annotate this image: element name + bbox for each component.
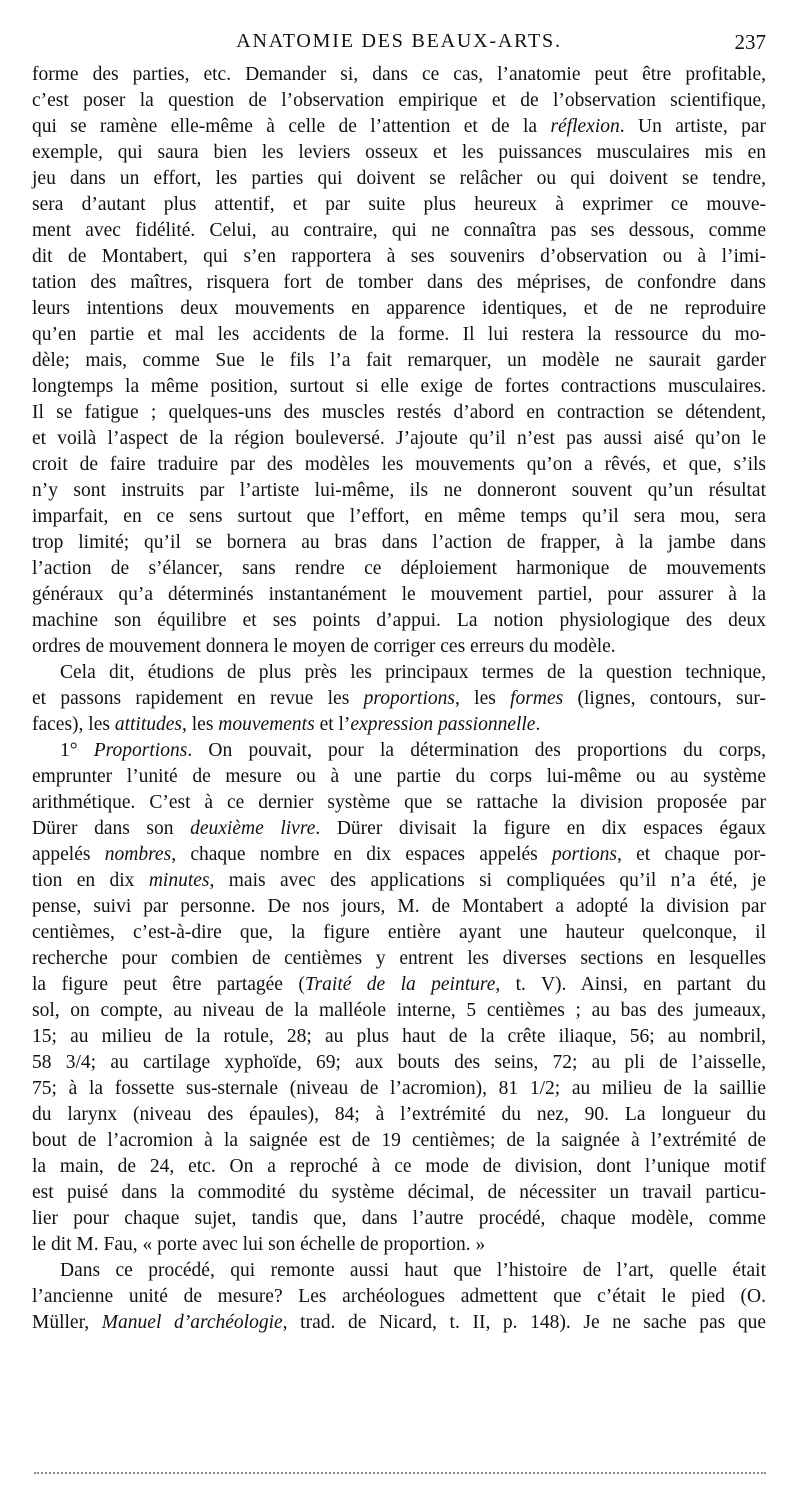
text-line — [32, 972, 766, 998]
text-segment: exemple, qui saura bien les leviers osseux et les puissances musculaires mis en — [32, 142, 766, 163]
text-segment: pense, suivi par personne. De nos jours, M. de Montabert a adopté la division par — [32, 896, 766, 917]
text-segment: tation des maîtres, risquera fort de tomber dans des méprises, de confondre dans — [32, 272, 766, 293]
text-segment: sol, on compte, au niveau de la malléole interne, 5 centièmes ; au bas des jumeaux, — [32, 1000, 766, 1021]
body-text — [32, 62, 766, 1336]
text-segment: , et chaque por- — [616, 844, 767, 865]
text-segment: , les — [454, 688, 511, 709]
text-segment: , trad. de Nicard, t. II, p. 148). Je ne sache pas que — [282, 1312, 767, 1333]
text-segment: machine son équilibre et ses points d’appui. La notion physiologique des deux — [32, 610, 766, 631]
text-segment: imparfait, en ce sens surtout que l’effort, en même temps qu’il sera mou, sera — [32, 506, 766, 527]
text-segment: et voilà l’aspect de la région bouleversé. J’ajoute qu’il n’est pas aussi aisé qu’on le — [32, 428, 766, 449]
text-segment: , mais avec des applications si compliquées qu’il n’a été, je — [209, 870, 766, 891]
text-line — [32, 556, 766, 582]
italic-text: minutes — [148, 870, 210, 891]
text-segment: Müller, — [32, 1312, 102, 1333]
text-segment: jeu dans un effort, les parties qui doivent se relâcher ou qui doivent se tendre, — [32, 168, 766, 189]
text-segment: croit de faire traduire par des modèles les mouvements qu’on a rêvés, et que, s’ils — [32, 454, 766, 475]
text-segment: 58 3/4; au cartilage xyphoïde, 69; aux bouts des seins, 72; au pli de l’aisselle, — [32, 1052, 766, 1073]
text-segment: c’est poser la question de l’observation empirique et de l’observation scientifique, — [32, 90, 766, 111]
text-segment: le dit M. Fau, « porte avec lui son échelle de proportion. » — [32, 1234, 486, 1255]
text-segment: . — [535, 714, 541, 735]
text-line — [32, 1284, 766, 1310]
italic-text: Manuel d’archéologie — [101, 1312, 283, 1333]
italic-text: expression passionnelle — [350, 714, 536, 735]
italic-text: réflexion — [550, 116, 620, 137]
text-segment: (lignes, contours, sur- — [563, 688, 766, 709]
text-line — [32, 426, 766, 452]
text-segment: . Dürer divisait la figure en dix espaces égaux — [315, 818, 766, 839]
text-line — [32, 452, 766, 478]
text-segment: 1° — [60, 740, 94, 761]
text-segment: , les — [182, 714, 219, 735]
text-line — [32, 1180, 766, 1206]
text-segment: et l’ — [314, 714, 351, 735]
page-number: 237 — [734, 30, 766, 54]
text-line — [32, 582, 766, 608]
text-segment: leurs intentions deux mouvements en apparence identiques, et de ne reproduire — [32, 298, 766, 319]
footer-dotted-rule — [34, 1472, 766, 1474]
italic-text: Traité de la peinture — [304, 974, 496, 995]
text-line — [32, 374, 766, 400]
text-line — [32, 88, 766, 114]
italic-text: attitudes — [114, 714, 182, 735]
text-segment: 75; à la fossette sus-sternale (niveau de l’acromion), 81 1/2; au milieu de la saillie — [32, 1078, 766, 1099]
text-segment: et passons rapidement en revue les — [32, 688, 364, 709]
text-segment: dèle; mais, comme Sue le fils l’a fait remarquer, un modèle ne saurait garder — [32, 350, 766, 371]
text-line — [32, 478, 766, 504]
text-line — [32, 946, 766, 972]
text-segment: qu’en partie et mal les accidents de la forme. Il lui restera la ressource du mo- — [32, 324, 766, 345]
text-line — [32, 790, 766, 816]
text-line — [32, 998, 766, 1024]
text-segment: Dans ce procédé, qui remonte aussi haut que l’histoire de l’art, quelle était — [60, 1260, 766, 1281]
text-segment: centièmes, c’est-à-dire que, la figure entière ayant une hauteur quelconque, il — [32, 922, 766, 943]
text-line — [32, 712, 766, 738]
text-line — [32, 816, 766, 842]
text-segment: Cela dit, étudions de plus près les principaux termes de la question technique, — [60, 662, 766, 683]
text-segment: appelés — [32, 844, 105, 865]
text-line — [32, 218, 766, 244]
text-line — [32, 738, 766, 764]
text-line — [32, 1050, 766, 1076]
text-segment: arithmétique. C’est à ce dernier système que se rattache la division proposée par — [32, 792, 766, 813]
text-segment: trop limité; qu’il se bornera au bras dans l’action de frapper, à la jambe dans — [32, 532, 766, 553]
text-line — [32, 1232, 766, 1258]
text-segment: ment avec fidélité. Celui, au contraire, qui ne connaîtra pas ses dessous, comme — [32, 220, 766, 241]
text-segment: Dürer dans son — [32, 818, 191, 839]
text-line — [32, 1076, 766, 1102]
text-segment: dit de Montabert, qui s’en rapportera à ses souvenirs d’observation ou à l’imi- — [32, 246, 766, 267]
text-segment: faces), les — [32, 714, 115, 735]
text-line — [32, 322, 766, 348]
text-line — [32, 1310, 766, 1336]
text-line — [32, 1154, 766, 1180]
text-segment: . Un artiste, par — [619, 116, 766, 137]
text-line — [32, 400, 766, 426]
text-segment: 15; au milieu de la rotule, 28; au plus haut de la crête iliaque, 56; au nombril, — [32, 1026, 766, 1047]
italic-text: mouvements — [218, 714, 315, 735]
running-title: ANATOMIE DES BEAUX-ARTS. — [236, 30, 562, 52]
text-line — [32, 764, 766, 790]
text-segment: qui se ramène elle-même à celle de l’attention et de la — [32, 116, 551, 137]
text-segment: est puisé dans la commodité du système décimal, de nécessiter un travail particu- — [32, 1182, 766, 1203]
text-segment: . On pouvait, pour la détermination des proportions du corps, — [187, 740, 766, 761]
text-line — [32, 608, 766, 634]
text-segment: n’y sont instruits par l’artiste lui-même, ils ne donneront souvent qu’un résultat — [32, 480, 766, 501]
text-segment: recherche pour combien de centièmes y entrent les diverses sections en lesquelles — [32, 948, 766, 969]
text-line — [32, 660, 766, 686]
text-segment: du larynx (niveau des épaules), 84; à l’extrémité du nez, 90. La longueur du — [32, 1104, 766, 1125]
text-line — [32, 504, 766, 530]
text-segment: forme des parties, etc. Demander si, dans ce cas, l’anatomie peut être profitable, — [32, 64, 766, 85]
text-segment: , t. V). Ainsi, en partant du — [495, 974, 766, 995]
text-line — [32, 634, 766, 660]
text-line — [32, 920, 766, 946]
text-line — [32, 842, 766, 868]
text-line — [32, 270, 766, 296]
text-line — [32, 192, 766, 218]
text-segment: sera d’autant plus attentif, et par suite plus heureux à exprimer ce mouve- — [32, 194, 766, 215]
text-line — [32, 1258, 766, 1284]
text-segment: Il se fatigue ; quelques-uns des muscles restés d’abord en contraction se détendent, — [32, 402, 766, 423]
text-line — [32, 348, 766, 374]
text-line — [32, 1024, 766, 1050]
text-segment: la figure peut être partagée ( — [32, 974, 305, 995]
italic-text: formes — [510, 688, 564, 709]
text-segment: lier pour chaque sujet, tandis que, dans l’autre procédé, chaque modèle, comme — [32, 1208, 766, 1229]
text-segment: , chaque nombre en dix espaces appelés — [171, 844, 552, 865]
text-line — [32, 140, 766, 166]
text-line — [32, 62, 766, 88]
text-line — [32, 686, 766, 712]
text-line — [32, 1102, 766, 1128]
text-segment: longtemps la même position, surtout si elle exige de fortes contractions musculaires. — [32, 376, 766, 397]
text-line — [32, 296, 766, 322]
text-segment: généraux qu’a déterminés instantanément le mouvement partiel, pour assurer à la — [32, 584, 766, 605]
text-line — [32, 894, 766, 920]
italic-text: proportions — [363, 688, 455, 709]
text-line — [32, 244, 766, 270]
text-line — [32, 1128, 766, 1154]
text-segment: emprunter l’unité de mesure ou à une partie du corps lui-même ou au système — [32, 766, 766, 787]
text-line — [32, 114, 766, 140]
text-segment: l’action de s’élancer, sans rendre ce déploiement harmonique de mouvements — [32, 558, 766, 579]
text-segment: la main, de 24, etc. On a reproché à ce mode de division, dont l’unique motif — [32, 1156, 766, 1177]
italic-text: deuxième livre — [190, 818, 316, 839]
text-segment: bout de l’acromion à la saignée est de 19 centièmes; de la saignée à l’extrémité de — [32, 1130, 766, 1151]
italic-text: nombres — [104, 844, 172, 865]
text-line — [32, 1206, 766, 1232]
italic-text: Proportions — [93, 740, 188, 761]
italic-text: portions — [551, 844, 617, 865]
text-line — [32, 166, 766, 192]
text-segment: tion en dix — [32, 870, 149, 891]
text-line — [32, 530, 766, 556]
text-line — [32, 868, 766, 894]
text-segment: ordres de mouvement donnera le moyen de corriger ces erreurs du modèle. — [32, 636, 616, 657]
text-segment: l’ancienne unité de mesure? Les archéologues admettent que c’était le pied (O. — [32, 1286, 766, 1307]
page-header — [32, 30, 766, 60]
